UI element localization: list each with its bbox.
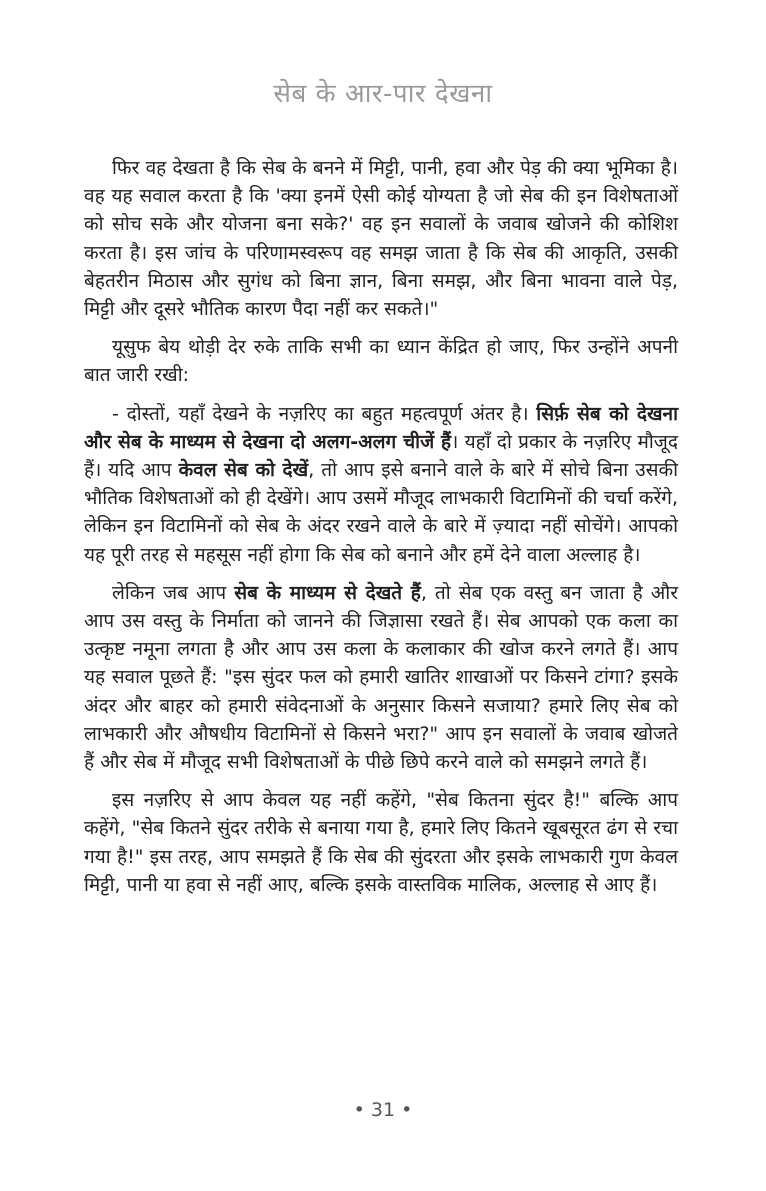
emphasis-text: सेब के माध्यम से देखते हैं	[234, 581, 421, 604]
chapter-title: सेब के आर-पार देखना	[273, 79, 493, 109]
emphasis-text: सिर्फ़ सेब को देखना और सेब के माध्यम से देखना दो अलग-अलग चीजें हैं	[84, 402, 679, 453]
paragraph-5	[84, 786, 678, 899]
page-number: • 31 •	[353, 1099, 413, 1121]
text-run: , तो सेब एक वस्तु बन जाता है और आप उस वस्तु के निर्माता को जानने की जिज्ञासा रखते हैं। सेब आपको एक कला का उत्कृष्ट नमूना लगता है और आप उस कला के कलाकार की खोज करने लगते हैं। आप यह सवाल पूछते हैं: "इस सुंदर फल को हमारी खातिर शाखाओं पर किसने टांगा? इसके अंदर और बाहर को हमारी संवेदनाओं के अनुसार किसने सजाया? हमारे लिए सेब को लाभकारी और औषधीय विटामिनों से किसने भरा?" आप इन सवालों के जवाब खोजते हैं और सेब में मौजूद सभी विशेषताओं के पीछे छिपे करने वाले को समझने लगते हैं।	[84, 581, 679, 774]
paragraph-1	[84, 154, 678, 323]
paragraph-4	[84, 579, 678, 776]
text-run: लेकिन जब आप	[112, 581, 235, 604]
text-run: फिर वह देखता है कि सेब के बनने में मिट्टी, पानी, हवा और पेड़ की क्या भूमिका है। वह यह सवाल करता है कि 'क्या इनमें ऐसी कोई योग्यता है जो सेब की इन विशेषताओं को सोच सके और योजना बना सके?' वह इन सवालों के जवाब खोजने की कोशिश करता है। इस जांच के परिणामस्वरूप वह समझ जाता है कि सेब की आकृति, उसकी बेहतरीन मिठास और सुगंध को बिना ज्ञान, बिना समझ, और बिना भावना वाले पेड़, मिट्टी और दूसरे भौतिक कारण पैदा नहीं कर सकते।"	[84, 157, 678, 321]
body-text	[84, 154, 678, 909]
text-run: , तो आप इसे बनाने वाले के बारे में सोचे बिना उसकी भौतिक विशेषताओं को ही देखेंगे। आप उसमें मौजूद लाभकारी विटामिनों की चर्चा करेंगे, लेकिन इन विटामिनों को सेब के अंदर रखने वाले के बारे में ज़्यादा नहीं सोचेंगे। आपको यह पूरी तरह से महसूस नहीं होगा कि सेब को बनाने और हमें देने वाला अल्लाह है।	[84, 459, 678, 566]
paragraph-2	[84, 333, 678, 389]
text-run: - दोस्तों, यहाँ देखने के नज़रिए का बहुत महत्वपूर्ण अंतर है।	[112, 402, 537, 425]
paragraph-3	[84, 400, 678, 569]
text-run: इस नज़रिए से आप केवल यह नहीं कहेंगे, "सेब कितना सुंदर है!" बल्कि आप कहेंगे, "सेब कितने सुंदर तरीके से बनाया गया है, हमारे लिए कितने खूबसूरत ढंग से रचा गया है!" इस तरह, आप समझते हैं कि सेब की सुंदरता और इसके लाभकारी गुण केवल मिट्टी, पानी या हवा से नहीं आए, बल्कि इसके वास्तविक मालिक, अल्लाह से आए हैं।	[84, 789, 678, 896]
text-run: यूसुफ बेय थोड़ी देर रुके ताकि सभी का ध्यान केंद्रित हो जाए, फिर उन्होंने अपनी बात जारी रखी:	[84, 336, 678, 387]
emphasis-text: केवल सेब को देखें	[178, 459, 309, 482]
text-run: । यहाँ दो प्रकार के नज़रिए मौजूद हैं। यदि आप	[84, 430, 678, 482]
